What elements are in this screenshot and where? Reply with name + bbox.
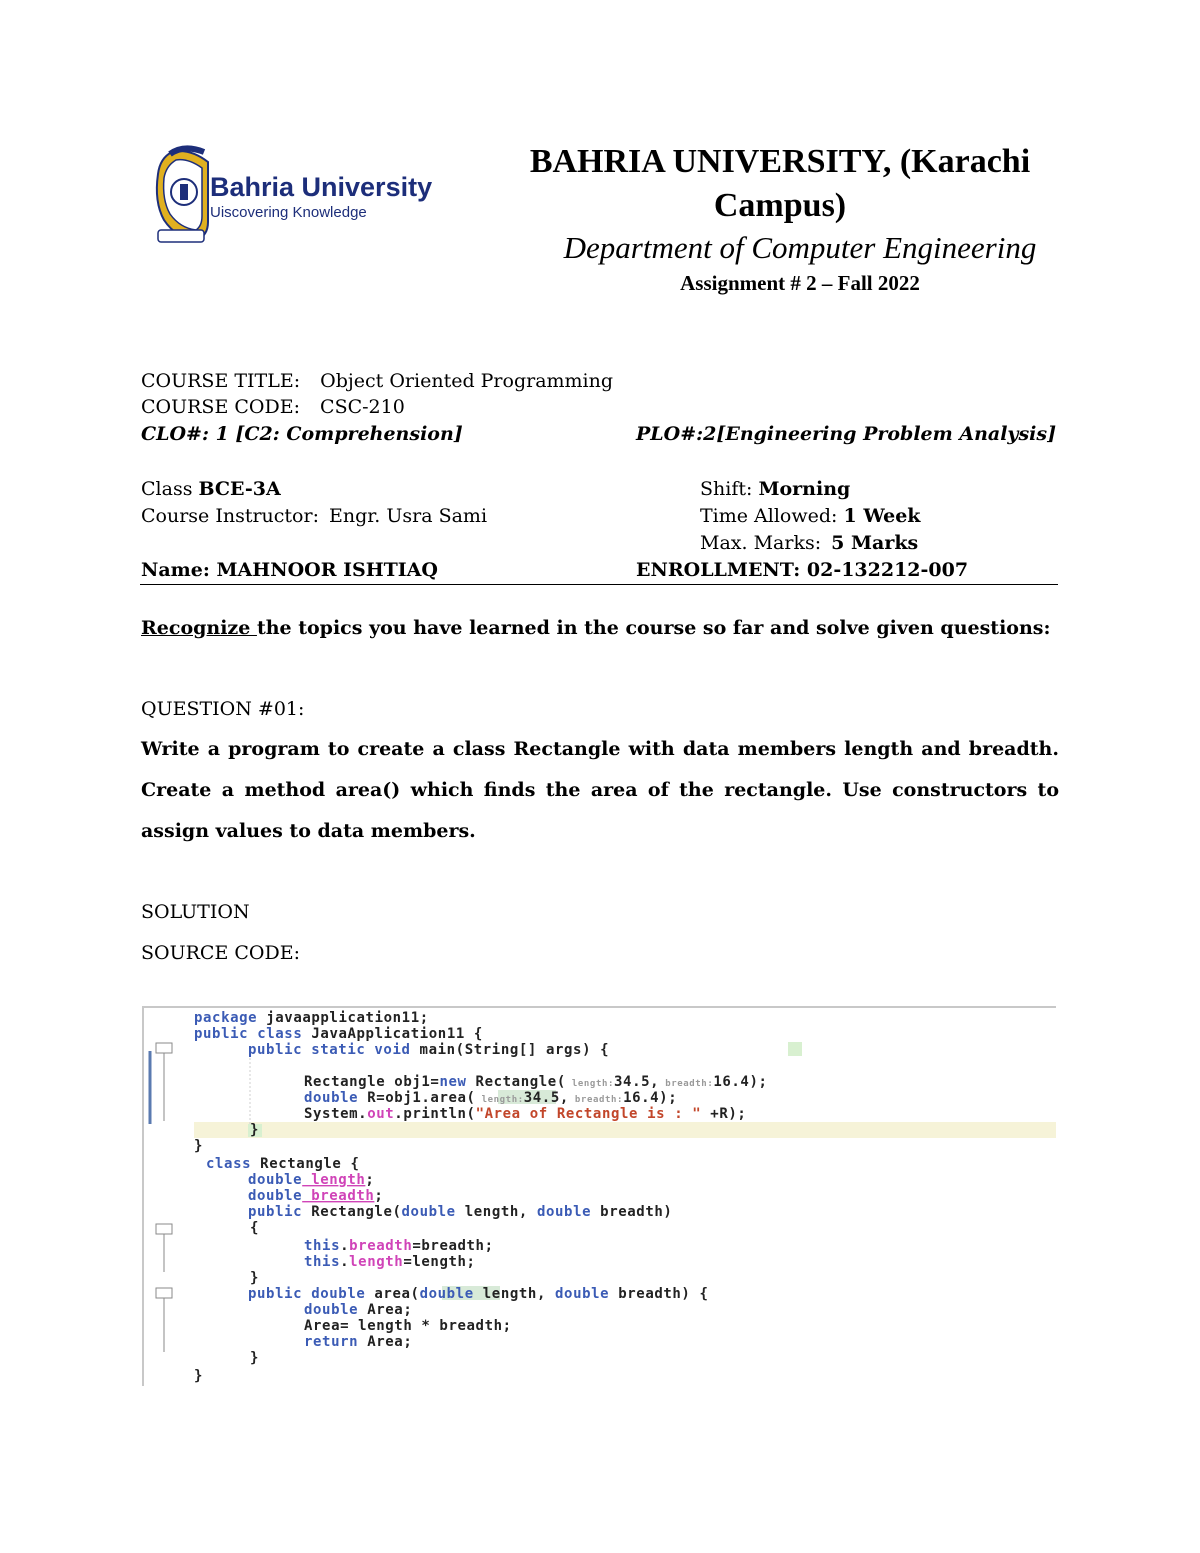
student-name: Name: MAHNOOR ISHTIAQ	[141, 559, 438, 581]
code-line-4: Rectangle obj1=new Rectangle( length:34.5, breadth:16.4);	[304, 1074, 768, 1090]
enrollment-number: ENROLLMENT: 02-132212-007	[636, 559, 969, 581]
source-code-heading: SOURCE CODE:	[141, 942, 300, 964]
code-line-21: }	[250, 1350, 260, 1366]
question-heading: QUESTION #01:	[141, 698, 305, 720]
code-line-7: }	[250, 1122, 260, 1138]
code-line-14: this.breadth=breadth;	[304, 1238, 494, 1254]
instructor-value: Engr. Usra Sami	[329, 505, 488, 527]
solution-heading: SOLUTION	[141, 901, 250, 923]
max-marks-label: Max. Marks:	[700, 532, 822, 554]
university-title-line1: BAHRIA UNIVERSITY, (Karachi	[529, 143, 1031, 180]
department-title: Department of Computer Engineering	[563, 230, 1037, 265]
code-line-20: return Area;	[304, 1334, 413, 1350]
code-line-6: System.out.println("Area of Rectangle is : " +R);	[304, 1106, 747, 1122]
code-line-8: }	[194, 1138, 204, 1154]
instructor-row	[141, 503, 487, 529]
max-marks-row	[700, 530, 918, 556]
class-row	[141, 476, 281, 502]
bahria-university-logo	[150, 142, 433, 246]
plo-text: PLO#:2[Engineering Problem Analysis]	[636, 423, 1057, 445]
logo-name: Bahria University	[210, 172, 433, 202]
code-line-2: public class JavaApplication11 {	[194, 1026, 483, 1042]
current-line-highlight	[194, 1122, 1056, 1138]
code-line-18: double Area;	[304, 1302, 413, 1318]
code-line-9: class Rectangle {	[206, 1156, 360, 1172]
course-code-label: COURSE CODE:	[141, 396, 300, 418]
code-line-1: package javaapplication11;	[194, 1010, 429, 1026]
code-line-10: double length;	[248, 1172, 375, 1188]
max-marks-value: 5 Marks	[831, 532, 919, 554]
course-title-value: Object Oriented Programming	[320, 370, 614, 392]
recognize-word: Recognize	[141, 617, 257, 639]
time-allowed-value: 1 Week	[843, 505, 921, 527]
class-label: Class	[141, 478, 193, 500]
university-title	[500, 140, 1060, 228]
code-line-22: }	[194, 1368, 204, 1384]
code-line-3: public static void main(String[] args) {	[248, 1042, 610, 1058]
code-line-5: double R=obj1.area( length:34.5, breadth:16.4);	[304, 1090, 678, 1106]
header-divider	[140, 584, 1058, 585]
code-line-19: Area= length * breadth;	[304, 1318, 512, 1334]
shift-row	[700, 476, 850, 502]
class-value: BCE-3A	[198, 478, 281, 500]
course-title-label: COURSE TITLE:	[141, 370, 301, 392]
code-line-11: double breadth;	[248, 1188, 384, 1204]
university-title-line2: Campus)	[713, 187, 847, 224]
course-code-row	[141, 394, 405, 420]
time-allowed-row	[700, 503, 920, 529]
assignment-title: Assignment # 2 – Fall 2022	[680, 271, 920, 295]
shift-label: Shift:	[700, 478, 753, 500]
code-line-16: }	[250, 1270, 260, 1286]
source-code-screenshot	[142, 1006, 1056, 1386]
question-text: Write a program to create a class Rectangle with data members length and breadth. Create a method area() which finds the area of the rectangle. Use constructors to assign values to data members.	[141, 738, 1059, 842]
clo-text: CLO#: 1 [C2: Comprehension]	[141, 423, 463, 445]
code-line-12: public Rectangle(double length, double breadth)	[248, 1204, 673, 1220]
instruction-text	[141, 608, 1059, 649]
course-title-row	[141, 368, 613, 394]
course-code-value: CSC-210	[320, 396, 405, 418]
shift-value: Morning	[758, 478, 851, 500]
time-allowed-label: Time Allowed:	[700, 505, 838, 527]
instruction-rest: the topics you have learned in the course so far and solve given questions:	[256, 617, 1051, 639]
code-line-17: public double area(double length, double breadth) {	[248, 1286, 709, 1302]
logo-tagline: Uiscovering Knowledge	[210, 204, 367, 221]
university-crest-icon	[157, 148, 208, 242]
instructor-label: Course Instructor:	[141, 505, 319, 527]
code-line-15: this.length=length;	[304, 1254, 476, 1270]
code-line-13: {	[250, 1220, 260, 1236]
